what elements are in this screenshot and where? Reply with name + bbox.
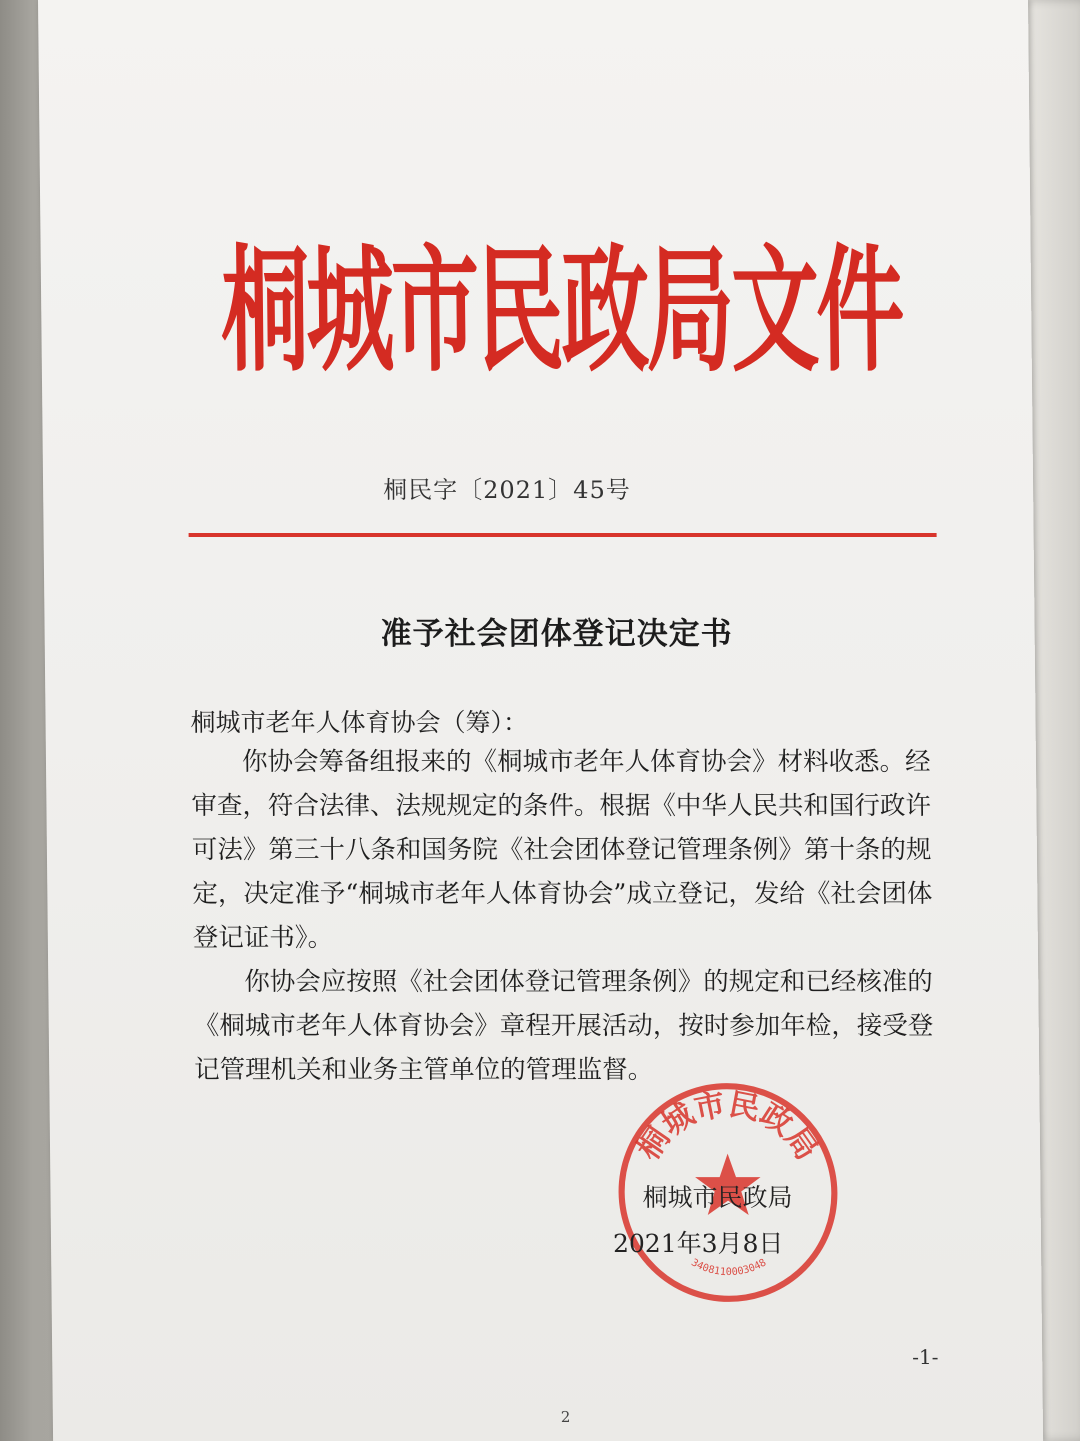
signer: 桐城市民政局 [642, 1183, 793, 1212]
document-title: 准予社会团体登记决定书 [380, 616, 733, 652]
seal-text: 桐城市民政局 [630, 1086, 825, 1167]
page-number: -1- [912, 1345, 939, 1369]
sheet-number: 2 [560, 1408, 571, 1426]
document-header: 桐城市民政局文件 [220, 229, 903, 391]
document-body [191, 740, 945, 1092]
body-paragraph-1: 你协会筹备组报来的《桐城市老年人体育协会》材料收悉。经审查，符合法律、法规规定的条件。根据《中华人民共和国行政许可法》第三十八条和国务院《社会团体登记管理条例》第十条的规定，决定准予“桐城市老年人体育协会”成立登记，发给《社会团体登记证书》。 [191, 747, 933, 953]
body-paragraph-2: 你协会应按照《社会团体登记管理条例》的规定和已经核准的《桐城市老年人体育协会》章程开展活动，按时参加年检，接受登记管理机关和业务主管单位的管理监督。 [193, 967, 934, 1085]
svg-text:3408110003048 [689, 1257, 768, 1278]
seal-code: 3408110003048 [689, 1257, 769, 1279]
document-number: 桐民字〔2021〕45号 [382, 476, 631, 504]
red-divider-line [189, 533, 937, 537]
document-page [38, 0, 1043, 1441]
signature-date: 2021年3月8日 [612, 1229, 784, 1258]
addressee: 桐城市老年人体育协会（筹）： [190, 708, 529, 737]
